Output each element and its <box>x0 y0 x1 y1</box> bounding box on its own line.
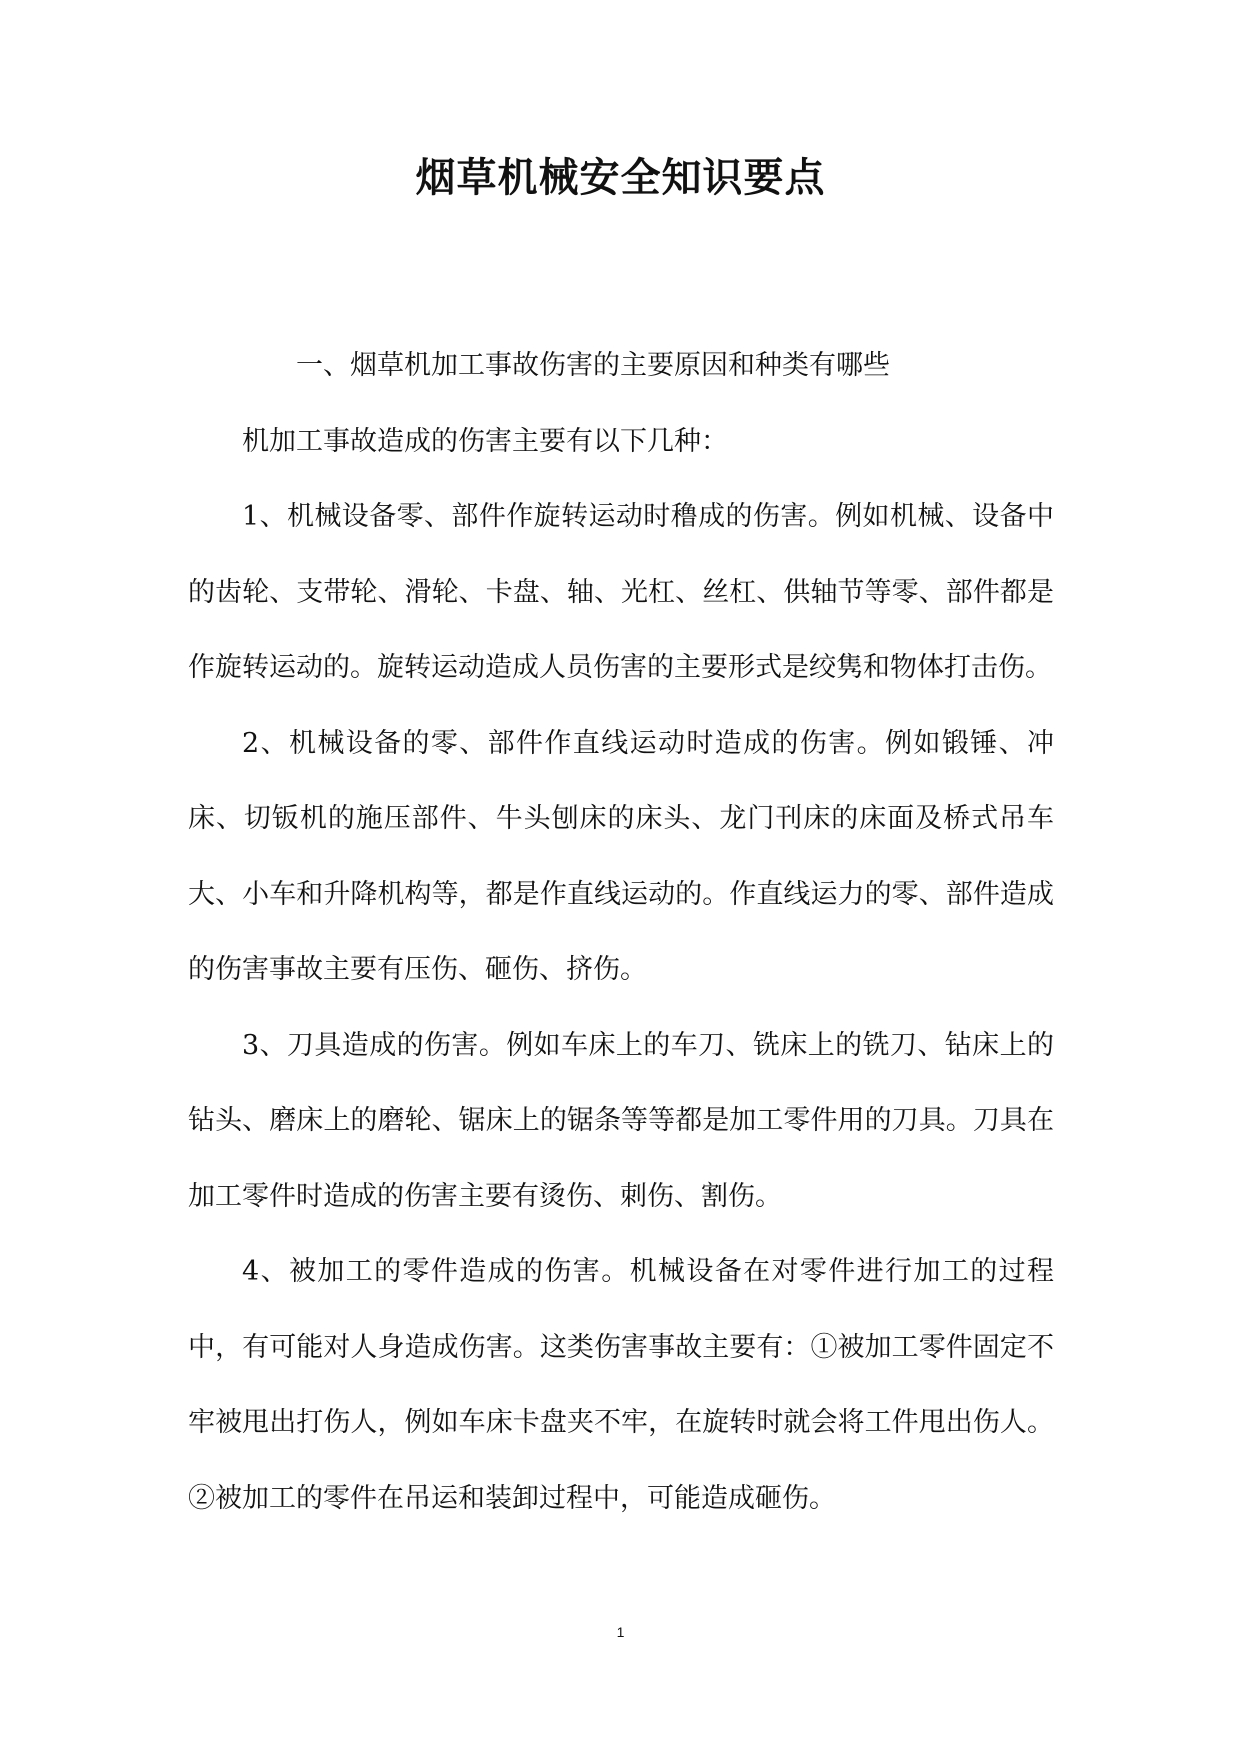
item-paragraph-1: 1、机械设备零、部件作旋转运动时穞成的伤害。例如机械、设备中的齿轮、支带轮、滑轮、卡盘、轴、光杠、丝杠、供轴节等零、部件都是作旋转运动的。旋转运动造成人员伤害的主要形式是绞隽和物体打击伤。 <box>188 501 1054 683</box>
item-paragraph-3: 3、刀具造成的伤害。例如车床上的车刀、铣床上的铣刀、钻床上的钻头、磨床上的磨轮、锯床上的锯条等等都是加工零件用的刀具。刀具在加工零件时造成的伤害主要有烫伤、刺伤、割伤。 <box>188 1029 1054 1212</box>
section-heading: 一、烟草机加工事故伤害的主要原因和种类有哪些 <box>296 350 890 381</box>
page-number: 1 <box>616 1624 625 1640</box>
document-body <box>188 328 1054 1536</box>
intro-paragraph: 机加工事故造成的伤害主要有以下几种： <box>242 425 728 457</box>
item-paragraph-2: 2、机械设备的零、部件作直线运动时造成的伤害。例如锻锤、冲床、切钣机的施压部件、牛头刨床的床头、龙门刊床的床面及桥式吊车大、小车和升降机构等，都是作直线运动的。作直线运力的零、部件造成的伤害事故主要有压伤、砸伤、挤伤。 <box>188 727 1054 985</box>
document-title: 烟草机械安全知识要点 <box>415 155 826 201</box>
item-paragraph-4: 4、被加工的零件造成的伤害。机械设备在对零件进行加工的过程中，有可能对人身造成伤害。这类伤害事故主要有：①被加工零件固定不牢被甩出打伤人，例如车床卡盘夹不牢，在旋转时就会将工件甩出伤人。②被加工的零件在吊运和装卸过程中，可能造成砸伤。 <box>188 1256 1054 1514</box>
